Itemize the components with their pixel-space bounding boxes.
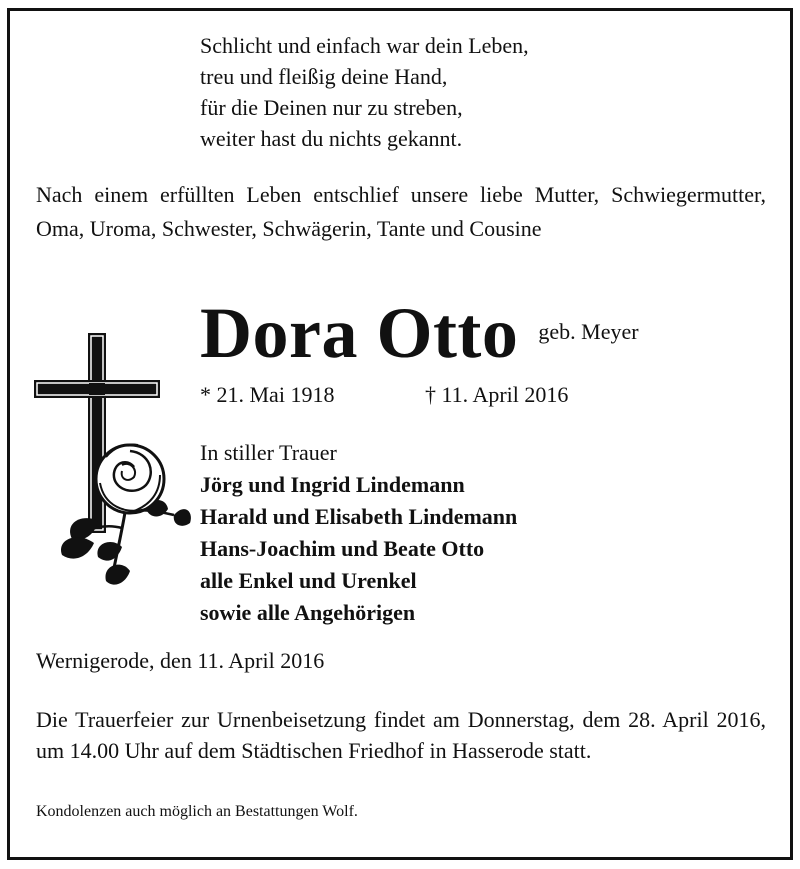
deceased-name: Dora Otto <box>200 293 519 373</box>
poem-line: für die Deinen nur zu streben, <box>200 95 463 120</box>
mourner-name: sowie alle Angehörigen <box>200 600 416 625</box>
mourner-name: alle Enkel und Urenkel <box>200 568 417 593</box>
poem <box>200 30 529 154</box>
poem-line: treu und fleißig deine Hand, <box>200 64 448 89</box>
place-date: Wernigerode, den 11. April 2016 <box>36 648 325 673</box>
birth-date: * 21. Mai 1918 <box>200 382 335 407</box>
condolence-note: Kondolenzen auch möglich an Bestattungen Wolf. <box>36 803 358 820</box>
mourner-name: Hans-Joachim und Beate Otto <box>200 536 485 561</box>
name-row <box>200 292 639 375</box>
birth-name: geb. Meyer <box>538 319 639 344</box>
poem-line: weiter hast du nichts gekannt. <box>200 126 463 151</box>
ceremony-info: Die Trauerfeier zur Urnenbeisetzung findet am Donnerstag, dem 28. April 2016, um 14.00 Uhr auf dem Städtischen Friedhof in Hasserode statt. <box>36 707 766 763</box>
rose-icon <box>61 445 191 585</box>
mourner-name: Harald und Elisabeth Lindemann <box>200 504 518 529</box>
cross-rose-illustration <box>34 333 194 593</box>
death-date: † 11. April 2016 <box>425 382 569 407</box>
poem-line: Schlicht und einfach war dein Leben, <box>200 33 529 58</box>
mourners <box>200 437 517 629</box>
mourner-name: Jörg und Ingrid Lindemann <box>200 472 465 497</box>
mourning-intro: In stiller Trauer <box>200 440 337 465</box>
intro-text: Nach einem erfüllten Leben entschlief unsere liebe Mutter, Schwiegermutter, Oma, Uroma, Schwester, Schwägerin, Tante und Cousine <box>36 182 766 241</box>
